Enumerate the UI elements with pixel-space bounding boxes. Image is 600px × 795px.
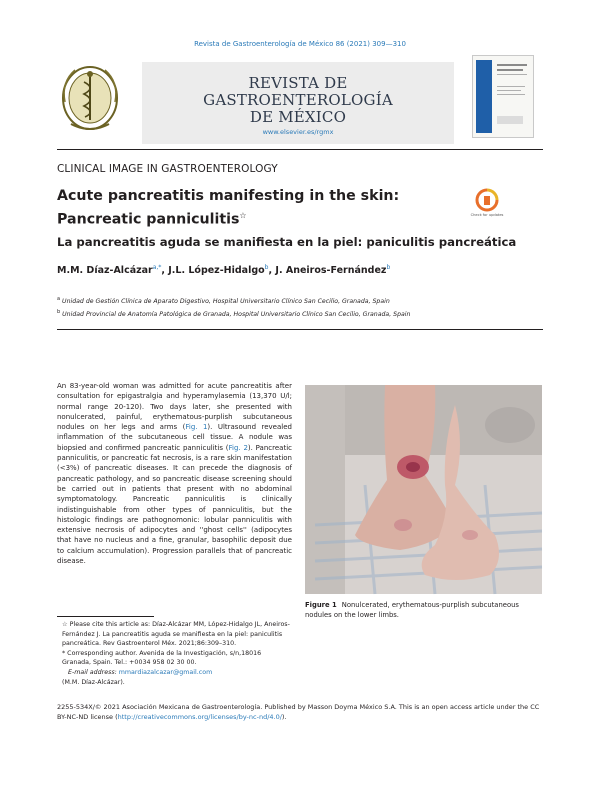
email-link[interactable]: mmardiazalcazar@gmail.com <box>118 668 213 676</box>
author-affiliation-mark[interactable]: b <box>264 264 269 271</box>
journal-reference[interactable]: Revista de Gastroenterología de México 86 (2021) 309—310 <box>194 40 406 48</box>
article-body: An 83-year-old woman was admitted for acute pancreatitis after consultation for epigastralgia and hyperamylasemia (13,370 U/l; normal range 20-120). Two days later, she presented with nonulcerated, painful, erythematous-purplish subcutaneous nodules on her legs and arms (Fig. 1). Ultrasound revealed inflammation of the subcutaneous cell tissue. A nodule was biopsied and confirmed pancreatic panniculitis (Fig. 2). Pancreatic panniculitis, or pancreatic fat necrosis, is a rare skin manifestation (<3%) of pancreatic diseases. It can precede the diagnosis of pancreatic pathology, and so pancreatic disease screening should be carried out in patients that present with no abdominal symptomatology. Pancreatic panniculitis is clinically indistinguishable from other types of panniculitis, but the histologic findings are pathognomonic: lobular panniculitis with extensive necrosis of adipocytes and ''ghost cells'' (adipocytes that have no nucleus and a fine, granular, basophilic deposit due to calcium accumulation). Progression parallels that of pancreatic disease. <box>57 382 292 566</box>
section-rule <box>57 329 543 330</box>
figure-label: Figure 1 <box>305 601 337 609</box>
masthead-line-3: DE MÉXICO <box>249 108 347 126</box>
copyright-notice: 2255-534X/© 2021 Asociación Mexicana de Gastroenterología. Published by Masson Doyma México S.A. This is an open access article under the CC BY-NC-ND license (http://creativecommons.org/licenses/by-nc-nd/4.0/). <box>57 703 540 721</box>
article-subtitle: La pancreatitis aguda se manifiesta en la piel: paniculitis pancreática <box>57 235 517 249</box>
masthead-line-2: GASTROENTEROLOGÍA <box>203 91 393 109</box>
article-title: Acute pancreatitis manifesting in the skin: Pancreatic panniculitis☆ <box>57 188 400 228</box>
affiliation-a: $^a$ Unidad de Gestión Clínica de Aparato Digestivo, Hospital Universitario Clínico San Cecilio, Granada, Spain <box>57 296 390 306</box>
figure-2-reference-link[interactable]: Fig. 2 <box>228 443 248 452</box>
citation-footnote: ☆ Please cite this article as: Díaz-Alcázar MM, López-Hidalgo JL, Aneiros-Fernández J. La pancreatitis aguda se manifiesta en la piel: paniculitis pancreática. Rev Gastroenterol Méx. 2021;86:309–310. <box>62 621 290 648</box>
check-for-updates-icon[interactable] <box>470 189 504 219</box>
title-footnote-mark[interactable]: ☆ <box>239 211 247 220</box>
affiliation-b: $^b$ Unidad Provincial de Anatomía Patológica de Granada, Hospital Universitario Clínico San Cecilio, Granada, Spain <box>57 309 411 319</box>
footnote-rule <box>57 616 154 617</box>
author-name: J. Aneiros-Fernández <box>275 265 387 277</box>
footnotes: ☆ Please cite this article as: Díaz-Alcázar MM, López-Hidalgo JL, Aneiros-Fernández J. La pancreatitis aguda se manifiesta en la piel: paniculitis pancreática. Rev Gastroenterol Méx. 2021;86:309–310. * Corresponding author. Avenida de la Investigación, s/n,18016 Granada, Spain. Tel.: +0034 958 02 30 00. E-mail address: mmardiazalcazar@gmail.com (M.M. Díaz-Alcázar). <box>62 620 292 687</box>
journal-url-link[interactable]: www.elsevier.es/rgmx <box>262 128 334 136</box>
author-affiliation-mark[interactable]: a,* <box>152 264 162 271</box>
email-footnote: E-mail address: mmardiazalcazar@gmail.com <box>68 668 213 676</box>
license-link[interactable]: http://creativecommons.org/licenses/by-nc-nd/4.0/ <box>117 712 282 721</box>
figure-1-reference-link[interactable]: Fig. 1 <box>185 423 208 432</box>
author-affiliation-mark[interactable]: b <box>386 264 391 271</box>
header-rule <box>57 149 543 150</box>
article-category: CLINICAL IMAGE IN GASTROENTEROLOGY <box>57 163 278 175</box>
journal-masthead <box>142 62 454 144</box>
clinical-photo-legs <box>305 385 542 594</box>
author-list: M.M. Díaz-Alcázar$^{a,*}$, J.L. López-Hidalgo$^b$, J. Aneiros-Fernández$^b$ <box>57 264 391 277</box>
corresponding-author-footnote: * Corresponding author. Avenida de la Investigación, s/n,18016 Granada, Spain. Tel.: +0034 958 02 30 00. <box>62 649 262 667</box>
masthead-line-1: REVISTA DE <box>248 74 348 92</box>
society-logo <box>57 62 123 138</box>
journal-cover-thumbnail <box>472 55 534 138</box>
author-name: M.M. Díaz-Alcázar <box>57 265 153 277</box>
check-for-updates-label: Check for updates <box>470 213 504 217</box>
figure-1-caption: Figure 1 Nonulcerated, erythematous-purplish subcutaneous nodules on the lower limbs. <box>305 601 519 619</box>
author-name: J.L. López-Hidalgo <box>168 265 265 277</box>
